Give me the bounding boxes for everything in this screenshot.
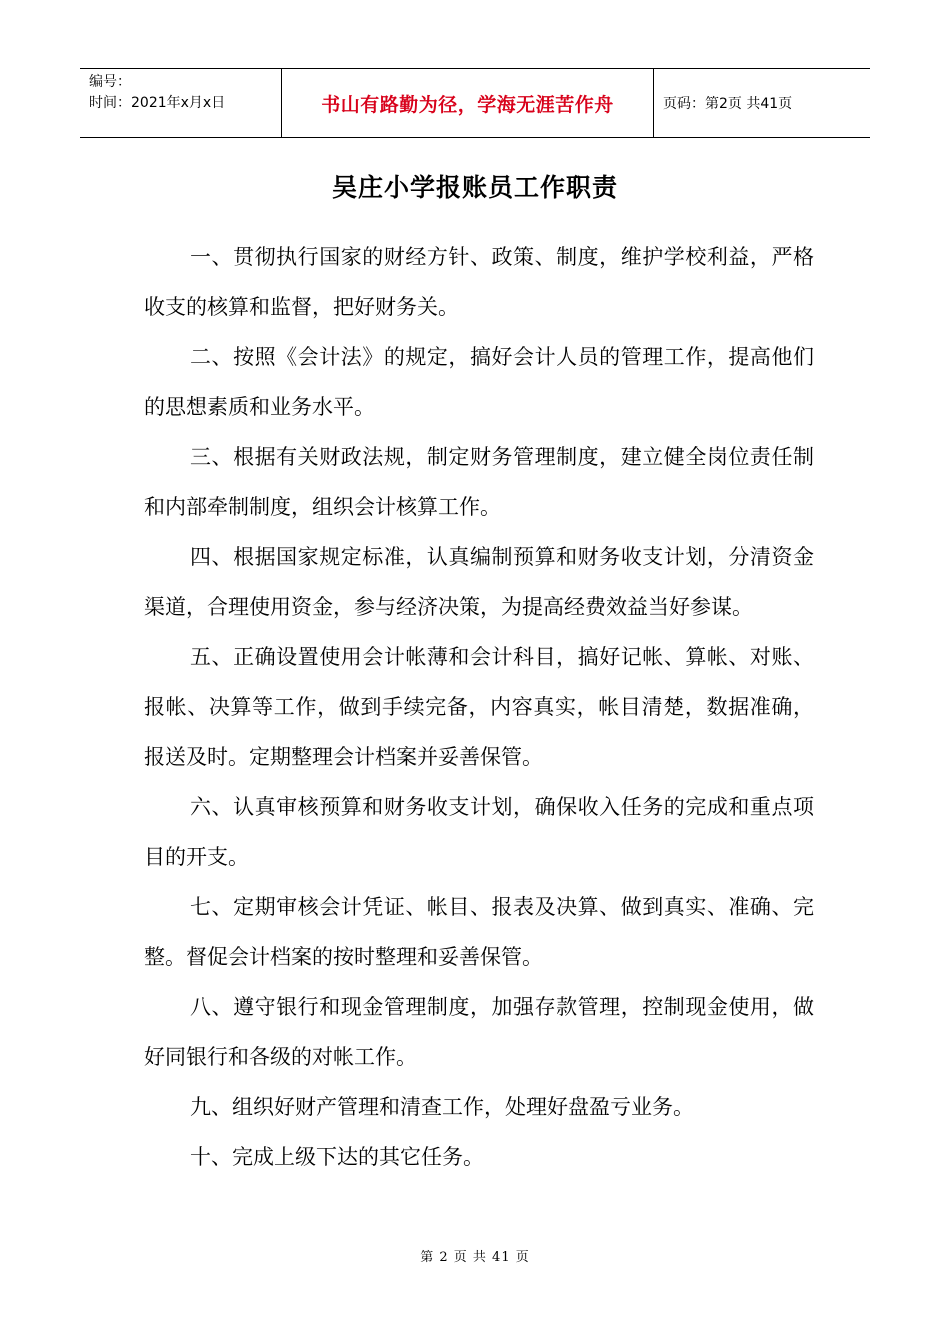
header-time-label: 时间：2021年x月x日 xyxy=(89,95,226,111)
document-title: 吴庄小学报账员工作职责 xyxy=(331,173,618,202)
document-header xyxy=(80,68,870,138)
paragraph-3: 三、根据有关财政法规，制定财务管理制度，建立健全岗位责任制和内部牵制制度，组织会计核算工作。 xyxy=(144,445,814,519)
page-footer: 第 2 页 共 41 页 xyxy=(420,1250,530,1265)
paragraph-5: 五、正确设置使用会计帐薄和会计科目，搞好记帐、算帐、对账、报帐、决算等工作，做到手续完备，内容真实，帐目清楚，数据准确，报送及时。定期整理会计档案并妥善保管。 xyxy=(144,645,814,769)
paragraph-10: 十、完成上级下达的其它任务。 xyxy=(190,1145,484,1169)
document-body xyxy=(144,232,814,1182)
paragraph-9: 九、组织好财产管理和清查工作，处理好盘盈亏业务。 xyxy=(190,1095,694,1119)
paragraph-7: 七、定期审核会计凭证、帐目、报表及决算、做到真实、准确、完整。督促会计档案的按时整理和妥善保管。 xyxy=(144,895,814,969)
header-number-label: 编号： xyxy=(89,74,131,90)
paragraph-1: 一、贯彻执行国家的财经方针、政策、制度，维护学校利益，严格收支的核算和监督，把好财务关。 xyxy=(144,245,814,319)
paragraph-8: 八、遵守银行和现金管理制度，加强存款管理，控制现金使用，做好同银行和各级的对帐工作。 xyxy=(144,995,814,1069)
paragraph-6: 六、认真审核预算和财务收支计划，确保收入任务的完成和重点项目的开支。 xyxy=(144,795,814,869)
header-page-info: 页码：第2页 共41页 xyxy=(663,96,793,112)
header-meta-cell xyxy=(80,69,282,137)
paragraph-4: 四、根据国家规定标准，认真编制预算和财务收支计划，分清资金渠道，合理使用资金，参与经济决策，为提高经费效益当好参谋。 xyxy=(144,545,814,619)
paragraph-2: 二、按照《会计法》的规定，搞好会计人员的管理工作，提高他们的思想素质和业务水平。 xyxy=(144,345,814,419)
header-motto: 书山有路勤为径，学海无涯苦作舟 xyxy=(282,69,654,137)
